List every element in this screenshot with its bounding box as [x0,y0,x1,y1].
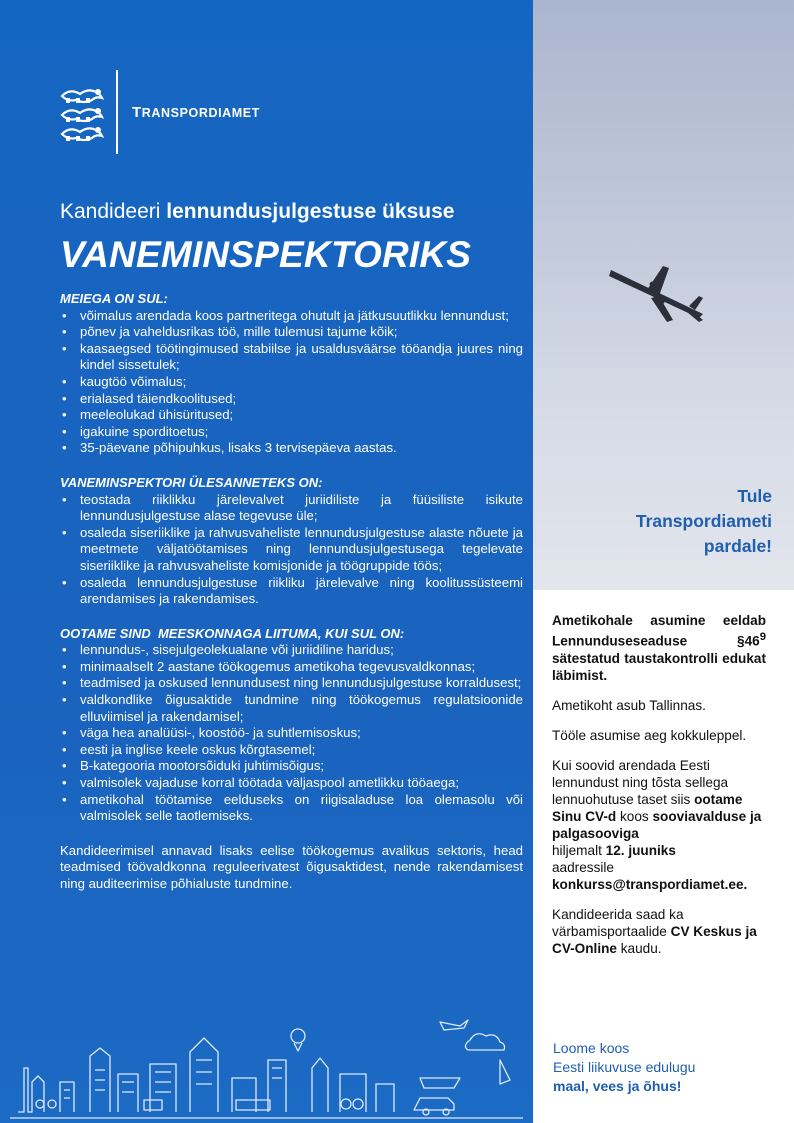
apply-text: hiljemalt [552,842,606,858]
headline [60,200,454,224]
slogan-line: Tule [737,486,772,506]
three-lions-icon [58,84,106,142]
airplane-icon [607,262,709,324]
list-item: • minimaalselt 2 aastane töökogemus ametikoha tegevusvaldkonnas; [60,659,523,676]
list-item: • valmisolek vajaduse korral töötada väljaspool ametlikku tööaega; [60,775,523,792]
list-item: • meeleolukad ühisüritused; [60,407,523,424]
headline-intro: Kandideeri [60,200,161,223]
section-superscript: 9 [759,631,766,643]
page-title: VANEMINSPEKTORIKS [60,234,472,275]
list-item: • osaleda lennundusjulgestuse riikliku järelevalve ning koolitussüsteemi arendamises ja rakendamises. [60,575,523,608]
requirements-list [60,642,523,825]
list-item: • valdkondlike õigusaktide tundmine ning töökogemus regulatsioonide elluviimisel ja rakendamisel; [60,692,523,725]
location-note: Ametikoht asub Tallinnas. [552,697,706,713]
list-item: • võimalus arendada koos partneritega ohutult ja jätkusuutlikku lennundust; [60,308,523,325]
slogan-line: pardale! [703,536,772,556]
list-item: • 35-päevane põhipuhkus, lisaks 3 tervisepäeva aastas. [60,440,523,457]
section-heading-benefits: MEIEGA ON SUL: [60,291,168,306]
list-item: • ametikohal töötamise eelduseks on riigisaladuse loa olemasolu või valmisolek selle taotlemiseks. [60,792,523,825]
apply-letter-bold: sooviavalduse ja palgasooviga [552,808,762,841]
logo-wordmark-initial: T [132,104,142,121]
city-skyline-illustration [0,1000,533,1123]
transpordiamet-logo [58,70,358,154]
benefits-list [60,308,523,457]
list-item: • lennundus-, sisejulgeolekualane või juriidiline haridus; [60,642,523,659]
start-date-note: Tööle asumise aeg kokkuleppel. [552,727,747,743]
application-info [552,612,766,970]
footer-line: Eesti liikuvuse edulugu [553,1059,696,1075]
logo-wordmark [132,104,260,121]
list-item: • teostada riiklikku järelevalvet juriidiliste ja füüsiliste isikute lennundusjulgestuse alase tegevuse üle; [60,492,523,525]
portal-names: CV Keskus ja CV-Online [552,923,757,956]
footer-line-bold: maal, vees ja õhus! [553,1078,682,1094]
list-item: • väga hea analüüsi-, koostöö- ja suhtlemisoskus; [60,725,523,742]
list-item: • eesti ja inglise keele oskus kõrgtasemel; [60,742,523,759]
duties-list [60,492,523,608]
apply-instructions [552,757,766,893]
list-item: • kaugtöö võimalus; [60,374,523,391]
slogan [572,484,772,559]
closing-paragraph: Kandideerimisel annavad lisaks eelise töökogemus avalikus sektoris, head teadmised töövaldkonna reguleerivatest õigusaktidest, nende rakendamisest ning auditeerimise põhialuste tundmine. [60,842,523,891]
background-check-text: Ametikohale asumine eeldab Lennunduseseaduse §46 [552,613,766,649]
portal-text: Kandideerida saad ka värbamisportaalide [552,906,684,939]
headline-intro-bold: lennundusjulgestuse üksuse [166,200,455,223]
logo-divider [116,70,118,154]
section-heading-requirements: OOTAME SIND MEESKONNAGA LIITUMA, KUI SUL ON: [60,625,405,641]
list-item: • erialased täiendkoolitused; [60,391,523,408]
background-check-text-end: sätestatud taustakontrolli edukat läbimist. [552,650,766,683]
apply-text: aadressile [552,859,614,875]
list-item: • teadmised ja oskused lennundusest ning lennundusjulgestuse korraldusest; [60,675,523,692]
apply-text: koos [616,808,653,824]
slogan-line: Transpordiameti [635,511,772,531]
portal-note [552,906,766,957]
footer-slogan [553,1039,773,1096]
job-description [60,291,523,893]
portal-text: kaudu. [616,940,662,956]
list-item: • igakuine sporditoetus; [60,424,523,441]
section-heading-duties: VANEMINSPEKTORI ÜLESANNETEKS ON: [60,474,323,490]
list-item: • kaasaegsed töötingimused stabiilse ja usaldusväärse tööandja juures ning kindel sissetulek; [60,341,523,374]
logo-wordmark-rest: RANSPORDIAMET [141,106,260,120]
background-check-note [552,612,766,684]
list-item: • põnev ja vaheldusrikas töö, mille tulemusi tajume kõik; [60,324,523,341]
list-item: • B-kategooria mootorsõiduki juhtimisõigus; [60,758,523,775]
apply-text: Kui soovid arendada Eesti lennundust ning tõsta sellega lennuohutuse taset siis [552,757,729,807]
contact-email-link[interactable]: konkurss@transpordiamet.ee. [552,876,748,892]
footer-line: Loome koos [553,1040,630,1056]
list-item: • osaleda siseriiklike ja rahvusvaheliste lennundusjulgestuse alaste nõuete ja meetmete väljatöötamises ning lennundusjulgestusega tegelevate siseriiklike ja rahvusvaheliste komisjonide ja töögruppide töös; [60,525,523,575]
apply-cv-bold: ootame Sinu CV-d [552,791,743,824]
deadline: 12. juuniks [605,842,676,858]
